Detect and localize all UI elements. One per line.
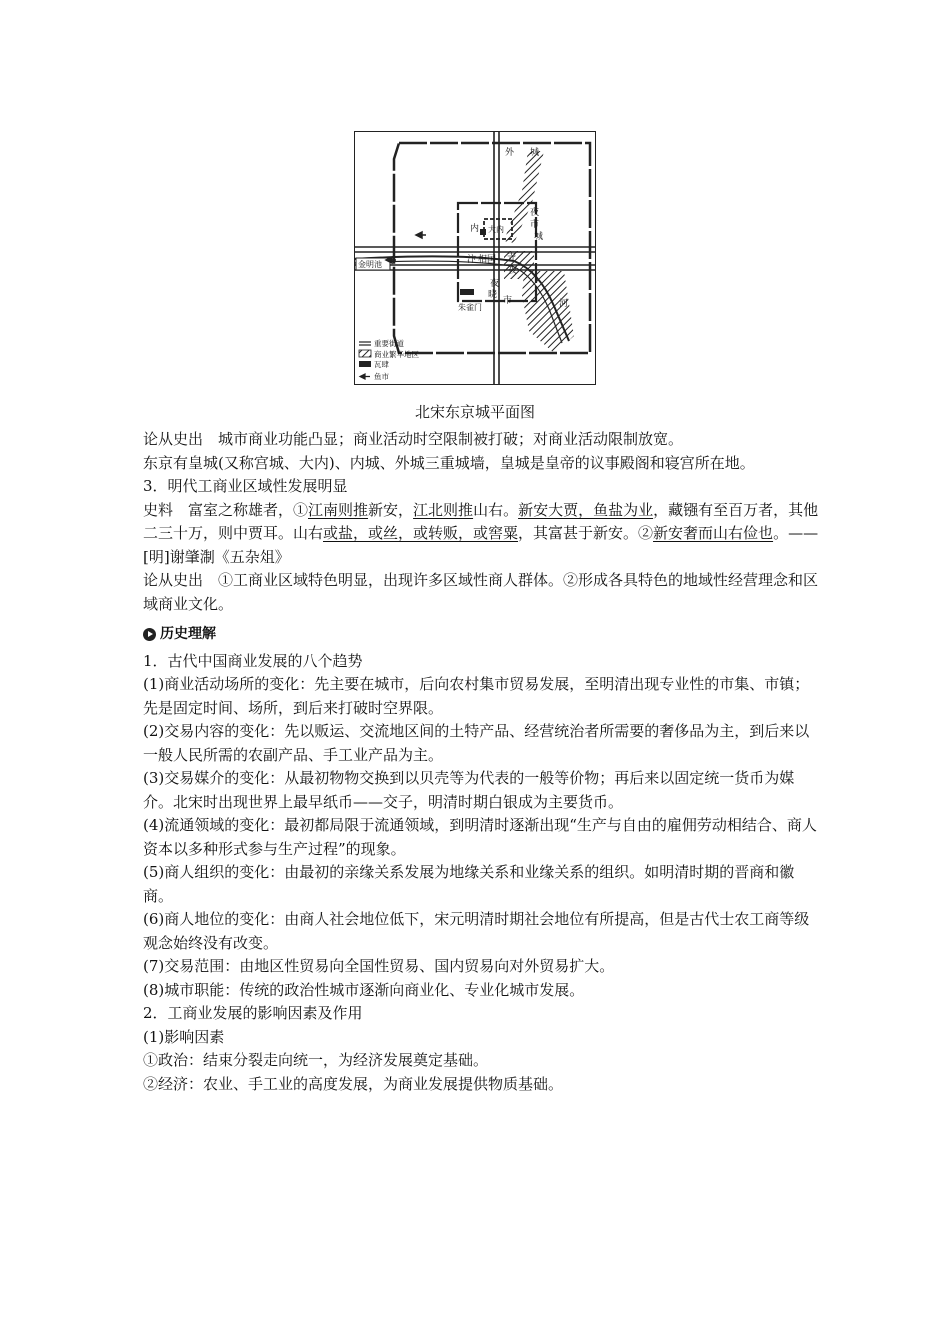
- legend-street: 重要街道: [374, 339, 404, 348]
- map-figure: [354, 131, 596, 385]
- heading: 2．工商业发展的影响因素及作用: [143, 1004, 363, 1022]
- paragraph: 东京有皇城(又称宫城、大内)、内城、外城三重城墙，皇城是皇帝的议事殿阁和寝宫所在地。: [143, 453, 755, 472]
- paragraph: (7)交易范围：由地区性贸易向全国性贸易、国内贸易向对外贸易扩大。: [143, 957, 615, 975]
- underlined-run: 或盐，或丝，或转贩，或窖粟: [323, 524, 519, 542]
- label-outer-city-1: 外: [505, 148, 515, 158]
- heading: 1．古代中国商业发展的八个趋势: [143, 651, 363, 670]
- label-temple: 寺: [507, 253, 517, 263]
- underlined-run: 江南则推: [308, 500, 369, 519]
- label-night-market-3: 城: [534, 232, 544, 242]
- figure-caption: 北宋东京城平面图: [414, 403, 535, 421]
- paragraph: (6)商人地位的变化：由商人社会地位低下，宋元明清时期社会地位有所提高，但是古代士农工商等级观念始终没有改变。: [143, 910, 810, 952]
- label-night-market-1: 夜: [530, 208, 540, 218]
- text-run: 史料 富室之称雄者，①: [143, 500, 309, 519]
- play-circle-icon: [143, 628, 156, 641]
- label-bian: 汴: [467, 255, 477, 265]
- text-run: 山右。: [473, 500, 519, 519]
- heading: 3．明代工商业区域性发展明显: [143, 477, 348, 495]
- paragraph: 论从史出 城市商业功能凸显；商业活动时空限制被打破；对商业活动限制放宽。: [143, 430, 684, 448]
- label-street: 晓: [488, 290, 498, 300]
- legend-fish-market: 鱼市: [374, 372, 389, 381]
- label-night-market-5: 夜: [490, 279, 500, 289]
- text-run: ，其富甚于新安。②: [518, 524, 654, 542]
- label-night-market-2: 市: [530, 220, 540, 230]
- paragraph: ①政治：结束分裂走向统一，为经济发展奠定基础。: [143, 1051, 489, 1069]
- label-street-market: 市: [503, 296, 513, 306]
- label-xiangguo: 相国: [478, 255, 497, 265]
- underlined-run: 新安大贾，鱼盐为业: [518, 500, 654, 519]
- section-header: [143, 623, 823, 647]
- section-title: 历史理解: [160, 626, 216, 642]
- label-river: 河: [559, 299, 569, 309]
- label-jinmingchi: 金明池: [358, 260, 382, 269]
- paragraph: ②经济：农业、手工业的高度发展，为商业发展提供物质基础。: [143, 1074, 564, 1093]
- text-run: ，藏镪有至百万者，其他二三十万，则中贾耳。山右: [143, 500, 819, 542]
- document-body: [143, 428, 823, 1096]
- paragraph: 论从史出 ①工商业区域特色明显，出现许多区域性商人群体。②形成各具特色的地域性经营理念和区域商业文化。: [143, 571, 819, 613]
- legend-commercial: 商业繁华地区: [374, 350, 419, 359]
- source-quote: [143, 499, 823, 570]
- text-run: 新安，: [368, 500, 414, 519]
- paragraph: (1)商业活动场所的变化：先主要在城市，后向农村集市贸易发展，至明清出现专业性的市集、市镇；先是固定时间、场所，到后来打破时空界限。: [143, 675, 810, 717]
- label-inner: 内: [470, 224, 480, 234]
- label-night-market-4: 夜: [508, 266, 518, 276]
- paragraph: (4)流通领域的变化：最初都局限于流通领域，到明清时逐渐出现“生产与自由的雇佣劳动相结合、商人资本以多种形式参与生产过程”的现象。: [143, 816, 817, 858]
- underlined-run: 新安奢而山右俭也: [653, 524, 774, 542]
- paragraph: (2)交易内容的变化：先以贩运、交流地区间的土特产品、经营统治者所需要的奢侈品为主，到后来以一般人民所需的农副产品、手工业产品为主。: [143, 722, 810, 764]
- label-outer-city-2: 城: [530, 148, 540, 158]
- paragraph: (3)交易媒介的变化：从最初物物交换到以贝壳等为代表的一般等价物；再后来以固定统一货币为媒介。北宋时出现世界上最早纸币——交子，明清时期白银成为主要货币。: [143, 769, 795, 811]
- underlined-run: 江北则推: [413, 500, 474, 519]
- legend-wasi: 瓦肆: [374, 360, 389, 369]
- paragraph: (8)城市职能：传统的政治性城市逐渐向商业化、专业化城市发展。: [143, 980, 585, 999]
- text-run: 。——[明]谢肇淛《五杂俎》: [143, 524, 819, 566]
- label-zhuquemen: 朱雀门: [458, 303, 482, 312]
- paragraph: (5)商人组织的变化：由最初的亲缘关系发展为地缘关系和业缘关系的组织。如明清时期的晋商和徽商。: [143, 863, 795, 905]
- label-danei: 大内: [488, 225, 504, 234]
- paragraph: (1)影响因素: [143, 1027, 225, 1046]
